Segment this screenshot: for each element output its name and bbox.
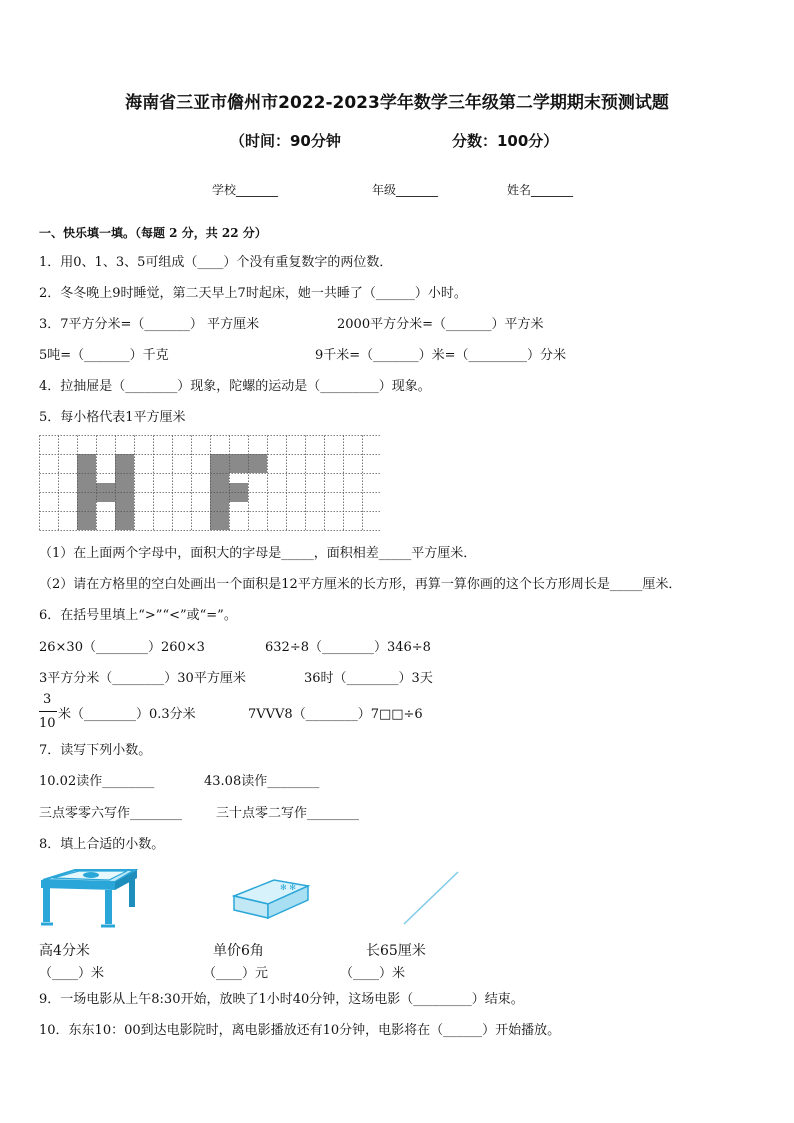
question-3c: 5吨=（_______）千克 (39, 348, 169, 363)
question-10: 10．东东10：00到达电影院时，离电影播放还有10分钟，电影将在（______）开始播放。 (39, 1023, 561, 1038)
page-title: 海南省三亚市儋州市2022-2023学年数学三年级第二学期期末预测试题 (125, 93, 669, 113)
q8-label-1: 高4分米 (39, 943, 90, 959)
pencil-line-image (400, 868, 462, 928)
q8-blank-3: （____）米 (340, 966, 406, 981)
question-3b: 2000平方分米=（_______）平方米 (337, 317, 544, 332)
fraction-denominator: 10 (39, 716, 56, 731)
q8-label-2: 单价6角 (213, 943, 264, 959)
question-3a: 3．7平方分米=（_______） 平方厘米 (39, 317, 260, 332)
q8-blank-2: （____）元 (203, 966, 269, 981)
school-field: 学校_______ (212, 183, 279, 197)
time-info: （时间：90分钟 (230, 132, 341, 150)
question-1: 1．用0、1、3、5可组成（____）个没有重复数字的两位数． (39, 255, 393, 270)
question-7c: 三点零零六写作________ (39, 806, 183, 821)
fraction-numerator: 3 (43, 692, 52, 707)
question-6e: 米（________）0.3分米 (58, 707, 196, 722)
letter-f (210, 454, 267, 530)
question-6d: 36时（________）3天 (304, 671, 433, 686)
q8-label-3: 长65厘米 (366, 943, 426, 959)
question-8: 8．填上合适的小数。 (39, 837, 165, 852)
question-6c: 3平方分米（________）30平方厘米 (39, 671, 246, 686)
question-6b: 632÷8（________）346÷8 (265, 640, 431, 655)
letter-h (77, 454, 134, 530)
question-5-1: （1）在上面两个字母中，面积大的字母是_____，面积相差_____平方厘米． (39, 546, 477, 561)
grade-field: 年级_______ (372, 183, 439, 197)
question-5: 5．每小格代表1平方厘米 (39, 410, 186, 425)
question-3d: 9千米=（_______）米=（_________）分米 (315, 348, 567, 363)
svg-text:✻ ✻: ✻ ✻ (280, 883, 296, 892)
section-heading: 一、快乐填一填。（每题 2 分，共 22 分） (39, 226, 267, 240)
question-6f: 7VVV8（________）7□□÷6 (248, 707, 423, 722)
question-7a: 10.02读作________ (39, 774, 155, 789)
eraser-image (230, 876, 312, 922)
score-info: 分数：100分） (452, 132, 559, 150)
question-6a: 26×30（________）260×3 (39, 640, 205, 655)
question-4: 4．拉抽屉是（________）现象，陀螺的运动是（_________）现象。 (39, 379, 431, 394)
name-field: 姓名_______ (507, 183, 574, 197)
question-2: 2．冬冬晚上9时睡觉，第二天早上7时起床，她一共睡了（______）小时。 (39, 286, 467, 301)
question-7: 7．读写下列小数。 (39, 743, 152, 758)
fraction-bar (39, 711, 57, 712)
question-7b: 43.08读作________ (204, 774, 320, 789)
question-6: 6．在括号里填上“>”“<”或“=”。 (39, 608, 237, 623)
square-grid (39, 435, 381, 531)
table-image (35, 868, 145, 932)
q8-blank-1: （____）米 (39, 966, 105, 981)
question-5-2: （2）请在方格里的空白处画出一个面积是12平方厘米的长方形，再算一算你画的这个长方形周长是_____厘米． (39, 577, 682, 592)
question-7d: 三十点零二写作________ (216, 806, 360, 821)
question-9: 9．一场电影从上午8:30开始，放映了1小时40分钟，这场电影（_________）结束。 (39, 992, 524, 1007)
